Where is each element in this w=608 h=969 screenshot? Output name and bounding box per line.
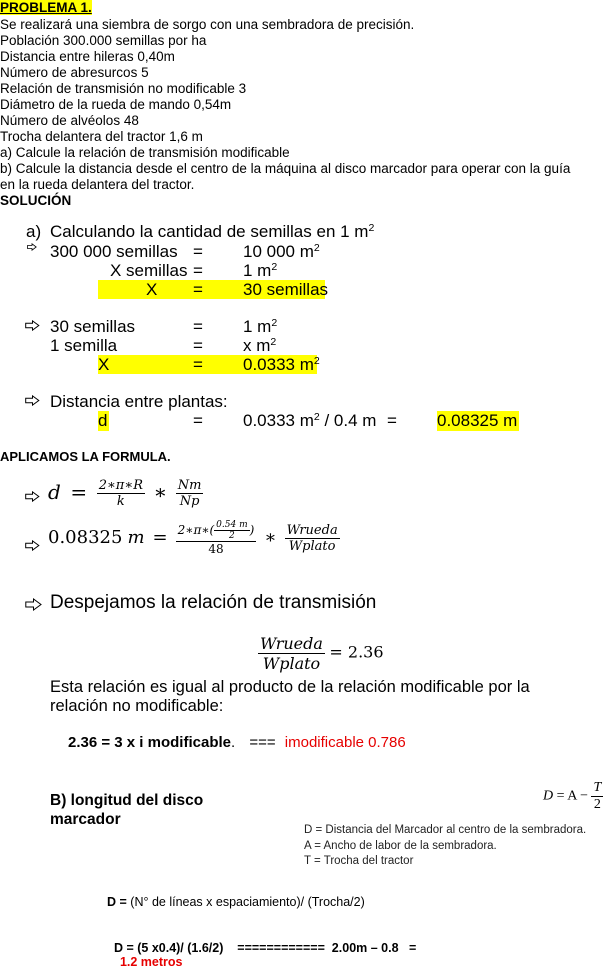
distance-label: Distancia entre plantas: — [50, 392, 228, 411]
rule1-l2-eq: = — [193, 261, 203, 280]
rule1-l3-left: X — [146, 280, 158, 299]
despejo-ratio: $\frac{\text{Wrueda}}{\text{Wplato}}$ = 2.36 — [260, 634, 384, 673]
marker-formula: D = A − $\frac{T}{2}$ — [543, 780, 602, 812]
problem-line-9: a) Calcule la relación de transmisión modificable — [0, 145, 290, 160]
problem-line-3: Distancia entre hileras 0,40m — [0, 49, 175, 64]
formula-heading: APLICAMOS LA FORMULA. — [0, 449, 171, 464]
distance-result: 0.08325 m — [437, 411, 518, 430]
rule1-l1-left: 300 000 semillas — [50, 242, 178, 261]
rule2-l3-left: X — [98, 355, 110, 374]
legend-line-a: A = Ancho de labor de la sembradora. — [304, 839, 497, 852]
rule1-l1-eq: = — [193, 242, 203, 261]
problem-line-6: Diámetro de la rueda de mando 0,54m — [0, 97, 232, 112]
solution-label: SOLUCIÓN — [0, 193, 72, 208]
part-b-line-1: D = (N° de líneas x espaciamiento)/ (Trocha/2) — [107, 895, 365, 909]
part-a-prefix: a) — [26, 222, 42, 241]
problem-line-5: Relación de transmisión no modificable 3 — [0, 81, 247, 96]
problem-line-7: Número de alvéolos 48 — [0, 113, 139, 128]
rule1-l1-right: 10 000 $m^2$ — [243, 242, 320, 261]
rule2-l1-left: 30 semillas — [50, 317, 136, 336]
rule2-l1-eq: = — [193, 317, 203, 336]
rule2-l2-eq: = — [193, 336, 203, 355]
despejo-equation: 2.36 = 3 x i modificable. === imodificable 0.786 — [68, 734, 406, 751]
rule1-l3-right: 30 semillas — [243, 280, 329, 299]
part-b-title-1: B) longitud del disco — [50, 792, 204, 809]
problem-line-11: en la rueda delantera del tractor. — [0, 177, 195, 192]
rule1-l2-right: 1 $m^2$ — [243, 261, 278, 280]
rule1-l3-eq: = — [193, 280, 203, 299]
hollow-right-arrow-icon — [25, 395, 40, 406]
rule2-l1-right: 1 $m^2$ — [243, 317, 278, 336]
part-b-line-2: D = (5 x0.4)/ (1.6/2) ============ 2.00m – 0.8 = 1.2 metros — [113, 941, 417, 969]
rule2-l2-left: 1 semilla — [50, 336, 118, 355]
legend-line-t: T = Trocha del tractor — [304, 855, 414, 867]
hollow-right-arrow-icon — [25, 598, 42, 611]
small-arrow-icon — [27, 243, 37, 251]
distance-expr: 0.0333 $m^2 / 0.4$ m — [243, 411, 377, 430]
problem-line-4: Número de abresurcos 5 — [0, 65, 149, 80]
legend-line-d: D = Distancia del Marcador al centro de la sembradora. — [304, 824, 587, 836]
rule1-l2-left: X semillas — [110, 261, 188, 280]
rule2-l2-right: x $m^2$ — [243, 336, 277, 355]
problem-line-10: b) Calcule la distancia desde el centro de la máquina al disco marcador para operar con la guía — [0, 161, 571, 176]
rule2-l3-eq: = — [193, 355, 203, 374]
problem-line-2: Población 300.000 semillas por ha — [0, 33, 207, 48]
hollow-right-arrow-icon — [25, 540, 40, 551]
distance-var: d — [98, 411, 108, 430]
part-a-text: Calculando la cantidad de semillas en 1 $m^2$ — [50, 222, 375, 241]
formula-2: 0.08325 m = 2∗π∗( $\frac{0.54 m}{2}$ ) 48 ∗ $\frac{\text{Wrueda}}{\text{Wplato}}$ — [48, 520, 338, 556]
distance-eq2: = — [387, 411, 397, 430]
part-b-title-2: marcador — [50, 811, 121, 828]
hollow-right-arrow-icon — [25, 491, 40, 502]
despejo-title: Despejamos la relación de transmisión — [50, 592, 377, 613]
problem-line-1: Se realizará una siembra de sorgo con una sembradora de precisión. — [0, 17, 415, 32]
formula-1: d = $\frac{2∗\pi∗R}{k}$ ∗ $\frac{Nm}{Np}$ — [48, 478, 202, 509]
despejo-text-2: relación no modificable: — [50, 697, 224, 715]
marker-legend — [304, 823, 586, 870]
problem-line-8: Trocha delantera del tractor 1,6 m — [0, 129, 203, 144]
distance-eq: = — [193, 411, 203, 430]
hollow-right-arrow-icon — [25, 320, 40, 331]
despejo-text-1: Esta relación es igual al producto de la relación modificable por la — [50, 678, 530, 696]
problem-title: PROBLEMA 1. — [0, 0, 92, 15]
rule2-l3-right: 0.0333 $m^2$ — [243, 355, 320, 374]
